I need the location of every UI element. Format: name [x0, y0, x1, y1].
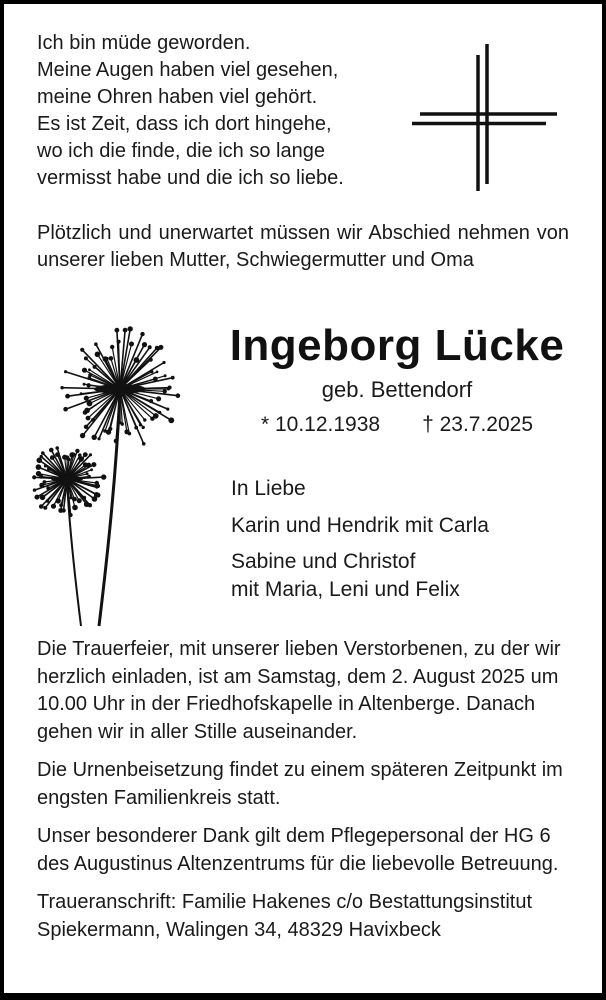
- poem-line: Es ist Zeit, dass ich dort hingehe,: [37, 113, 332, 135]
- mourners-block: [231, 475, 569, 604]
- center-section: [37, 296, 569, 628]
- mourners-salutation: In Liebe: [231, 477, 306, 500]
- mourner-line: Karin und Hendrik mit Carla: [231, 514, 489, 537]
- deceased-name: Ingeborg Lücke: [229, 321, 565, 370]
- poem-line: wo ich die finde, die ich so lange: [37, 140, 325, 162]
- deceased-block: [225, 296, 569, 628]
- life-dates: [225, 411, 569, 439]
- poem-line: meine Ohren haben viel gehört.: [37, 86, 318, 108]
- poem-line: Meine Augen haben viel gesehen,: [37, 59, 339, 81]
- poem-line: vermisst habe und die ich so liebe.: [37, 167, 344, 189]
- cross-icon: [408, 34, 558, 194]
- announcement-paragraphs: [37, 636, 569, 944]
- urn-burial-info: Die Urnenbeisetzung findet zu einem späteren Zeitpunkt im engsten Familienkreis statt.: [37, 759, 563, 809]
- poem-line: Ich bin müde geworden.: [37, 32, 251, 54]
- dandelion-illustration: [20, 296, 225, 628]
- funeral-info: Die Trauerfeier, mit unserer lieben Verstorbenen, zu der wir herzlich einladen, ist am Samstag, dem 2. August 2025 um 10.00 Uhr in der Friedhofskapelle in Altenberge. Danach gehen wir in aller Stille auseinander.: [37, 638, 561, 743]
- thanks-text: Unser besonderer Dank gilt dem Pflegepersonal der HG 6 des Augustinus Altenzentrums für die liebevolle Betreuung.: [37, 825, 559, 875]
- birth-date: * 10.12.1938: [260, 413, 381, 436]
- intro-text: Plötzlich und unerwartet müssen wir Abschied nehmen von unserer lieben Mutter, Schwiegermutter und Oma: [37, 222, 569, 271]
- mourner-line: mit Maria, Leni und Felix: [231, 578, 460, 601]
- maiden-name: geb. Bettendorf: [321, 377, 473, 402]
- mourner-line: Sabine und Christof: [231, 550, 416, 573]
- death-date: † 23.7.2025: [422, 413, 534, 436]
- mourning-address: Traueranschrift: Familie Hakenes c/o Bestattungsinstitut Spiekermann, Walingen 34, 48329 Havixbeck: [37, 891, 533, 941]
